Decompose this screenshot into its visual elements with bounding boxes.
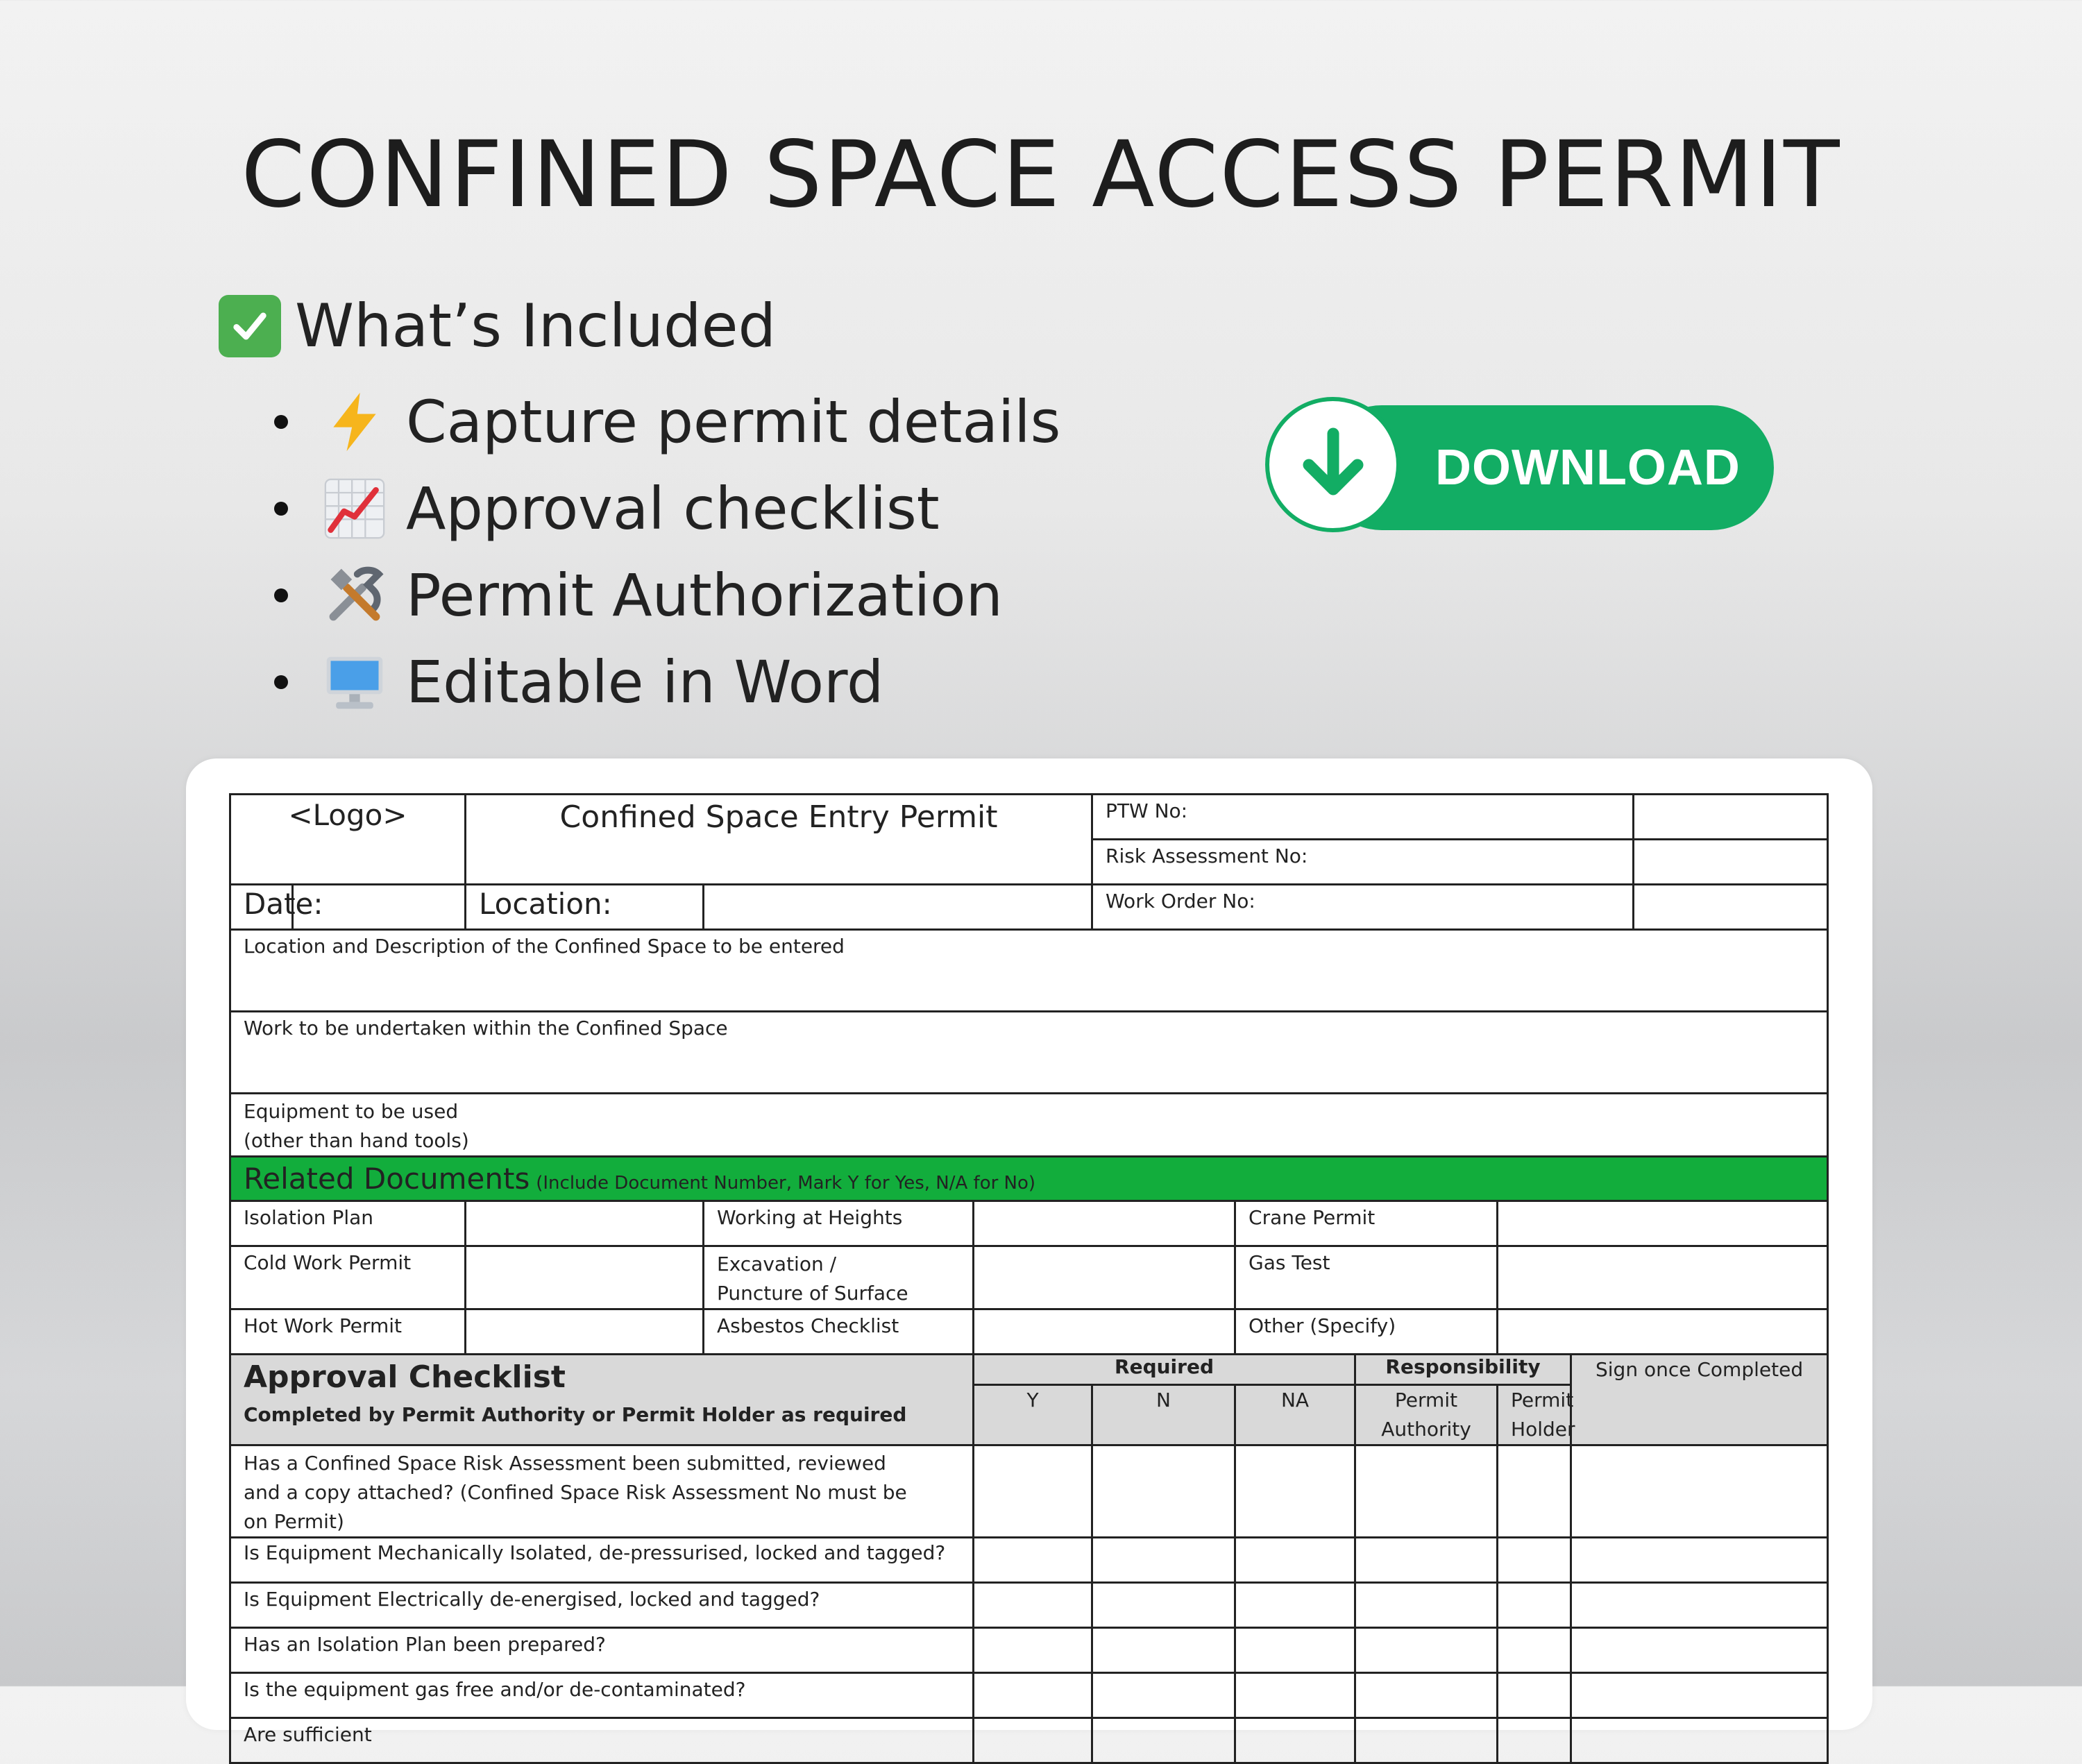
permit-authority-cell[interactable]: [1355, 1673, 1498, 1718]
required-header: Required: [974, 1355, 1355, 1385]
bullet-icon: [274, 415, 288, 429]
checkbox-n[interactable]: [1092, 1673, 1235, 1718]
required-y-header: Y: [974, 1385, 1092, 1445]
location-description-field[interactable]: Location and Description of the Confined Space to be entered: [230, 930, 1828, 1012]
bullet-icon: [274, 675, 288, 689]
whats-included-label: What’s Included: [295, 291, 777, 361]
permit-authority-cell[interactable]: [1355, 1718, 1498, 1763]
checkbox-n[interactable]: [1092, 1718, 1235, 1763]
permit-form: [229, 793, 1829, 1764]
checkbox-y[interactable]: [974, 1673, 1092, 1718]
doc-crane-permit: Crane Permit: [1235, 1201, 1498, 1246]
table-row: [230, 1246, 1828, 1309]
download-label[interactable]: DOWNLOAD: [1435, 440, 1741, 495]
approval-checklist-title: Approval Checklist: [244, 1359, 566, 1395]
equipment-field[interactable]: [230, 1094, 1828, 1157]
doc-value[interactable]: [1498, 1201, 1828, 1246]
permit-authority-cell[interactable]: [1355, 1538, 1498, 1583]
feature-label: Permit Authorization: [406, 561, 1003, 629]
checkbox-y[interactable]: [974, 1583, 1092, 1628]
equipment-label: Equipment to be used: [244, 1100, 459, 1123]
doc-value[interactable]: [1498, 1246, 1828, 1309]
feature-list: [274, 378, 1060, 725]
checklist-question: Are sufficient: [230, 1718, 974, 1763]
responsibility-header: Responsibility: [1355, 1355, 1571, 1385]
checkbox-y[interactable]: [974, 1628, 1092, 1673]
doc-isolation-plan: Isolation Plan: [230, 1201, 466, 1246]
table-row: [230, 1309, 1828, 1355]
doc-working-at-heights: Working at Heights: [704, 1201, 974, 1246]
table-row: [230, 1538, 1828, 1583]
permit-holder-cell[interactable]: [1498, 1718, 1571, 1763]
checklist-question: Is Equipment Mechanically Isolated, de-pressurised, locked and tagged?: [230, 1538, 974, 1583]
permit-holder-cell[interactable]: [1498, 1583, 1571, 1628]
checkbox-n[interactable]: [1092, 1538, 1235, 1583]
checkbox-y[interactable]: [974, 1718, 1092, 1763]
form-heading: Confined Space Entry Permit: [466, 795, 1092, 885]
download-arrow-icon[interactable]: [1265, 397, 1400, 532]
date-label: Date:: [230, 885, 293, 930]
bullet-icon: [274, 588, 288, 602]
bullet-icon: [274, 502, 288, 516]
equipment-note: (other than hand tools): [244, 1129, 469, 1152]
related-documents-title: Related Documents: [244, 1162, 530, 1196]
ptw-no-label: PTW No:: [1092, 795, 1634, 840]
feature-label: Capture permit details: [406, 387, 1061, 456]
risk-assessment-no-value[interactable]: [1634, 840, 1828, 885]
approval-checklist-subtitle: Completed by Permit Authority or Permit Holder as required: [244, 1403, 907, 1426]
permit-authority-cell[interactable]: [1355, 1445, 1498, 1538]
download-button[interactable]: [1265, 397, 1775, 532]
checkbox-na[interactable]: [1235, 1718, 1355, 1763]
doc-other-specify: Other (Specify): [1235, 1309, 1498, 1355]
checkbox-n[interactable]: [1092, 1445, 1235, 1538]
approval-checklist-heading: [230, 1355, 974, 1445]
list-item: [274, 378, 1060, 465]
checklist-question: Has a Confined Space Risk Assessment been submitted, reviewed and a copy attached? (Confined Space Risk Assessment No must be on Permit): [230, 1445, 974, 1538]
location-description-row: [230, 930, 1828, 1012]
work-description-field[interactable]: Work to be undertaken within the Confined Space: [230, 1012, 1828, 1094]
permit-holder-cell[interactable]: [1498, 1628, 1571, 1673]
checkbox-na[interactable]: [1235, 1538, 1355, 1583]
ptw-no-value[interactable]: [1634, 795, 1828, 840]
doc-value[interactable]: [466, 1309, 704, 1355]
doc-asbestos-checklist: Asbestos Checklist: [704, 1309, 974, 1355]
checkbox-n[interactable]: [1092, 1583, 1235, 1628]
checklist-question: Has an Isolation Plan been prepared?: [230, 1628, 974, 1673]
work-description-row: [230, 1012, 1828, 1094]
risk-assessment-no-label: Risk Assessment No:: [1092, 840, 1634, 885]
lightning-icon: [323, 390, 387, 454]
related-documents-note: (Include Document Number, Mark Y for Yes, N/A for No): [536, 1173, 1036, 1194]
form-header-row: [230, 795, 1828, 840]
doc-value[interactable]: [974, 1246, 1235, 1309]
permit-authority-header: Permit Authority: [1355, 1385, 1498, 1445]
doc-value[interactable]: [1498, 1309, 1828, 1355]
signature-cell[interactable]: [1571, 1583, 1828, 1628]
tools-icon: [323, 563, 387, 627]
work-order-no-label: Work Order No:: [1092, 885, 1634, 930]
signature-cell[interactable]: [1571, 1718, 1828, 1763]
permit-holder-header: Permit Holder: [1498, 1385, 1571, 1445]
signature-cell[interactable]: [1571, 1673, 1828, 1718]
permit-authority-cell[interactable]: [1355, 1583, 1498, 1628]
permit-holder-cell[interactable]: [1498, 1538, 1571, 1583]
checklist-question: Is Equipment Electrically de-energised, locked and tagged?: [230, 1583, 974, 1628]
checkbox-na[interactable]: [1235, 1583, 1355, 1628]
work-order-no-value[interactable]: [1634, 885, 1828, 930]
doc-value[interactable]: [974, 1201, 1235, 1246]
list-item: [274, 465, 1060, 552]
doc-excavation-puncture: Excavation / Puncture of Surface: [704, 1246, 974, 1309]
location-label: Location:: [466, 885, 704, 930]
location-value[interactable]: [704, 885, 1092, 930]
doc-value[interactable]: [466, 1246, 704, 1309]
table-row: [230, 1445, 1828, 1538]
signature-cell[interactable]: [1571, 1445, 1828, 1538]
doc-value[interactable]: [466, 1201, 704, 1246]
doc-gas-test: Gas Test: [1235, 1246, 1498, 1309]
sign-header: Sign once Completed: [1571, 1355, 1828, 1445]
whats-included-heading: [219, 291, 776, 361]
checkbox-y[interactable]: [974, 1445, 1092, 1538]
required-n-header: N: [1092, 1385, 1235, 1445]
permit-authority-cell[interactable]: [1355, 1628, 1498, 1673]
doc-cold-work-permit: Cold Work Permit: [230, 1246, 466, 1309]
chart-icon: [323, 477, 387, 541]
checkbox-na[interactable]: [1235, 1673, 1355, 1718]
computer-icon: [323, 650, 387, 714]
checkbox-na[interactable]: [1235, 1628, 1355, 1673]
table-row: [230, 1718, 1828, 1763]
checklist-question: Is the equipment gas free and/or de-contaminated?: [230, 1673, 974, 1718]
logo-placeholder: <Logo>: [230, 795, 466, 885]
feature-label: Editable in Word: [406, 647, 884, 716]
doc-hot-work-permit: Hot Work Permit: [230, 1309, 466, 1355]
table-row: [230, 1673, 1828, 1718]
signature-cell[interactable]: [1571, 1628, 1828, 1673]
table-row: [230, 1628, 1828, 1673]
form-preview-card: [186, 758, 1872, 1746]
permit-holder-cell[interactable]: [1498, 1445, 1571, 1538]
doc-value[interactable]: [974, 1309, 1235, 1355]
required-na-header: NA: [1235, 1385, 1355, 1445]
related-documents-bar: [230, 1157, 1828, 1201]
approval-header-row: [230, 1355, 1828, 1385]
table-row: [230, 1201, 1828, 1246]
check-box-icon: [219, 295, 281, 357]
page-title: CONFINED SPACE ACCESS PERMIT: [241, 121, 1841, 228]
checkbox-y[interactable]: [974, 1538, 1092, 1583]
permit-holder-cell[interactable]: [1498, 1673, 1571, 1718]
list-item: [274, 638, 1060, 725]
table-row: [230, 1583, 1828, 1628]
equipment-row: [230, 1094, 1828, 1157]
checkbox-n[interactable]: [1092, 1628, 1235, 1673]
date-location-row: [230, 885, 1828, 930]
checkbox-na[interactable]: [1235, 1445, 1355, 1538]
feature-label: Approval checklist: [406, 474, 940, 543]
signature-cell[interactable]: [1571, 1538, 1828, 1583]
list-item: [274, 552, 1060, 638]
